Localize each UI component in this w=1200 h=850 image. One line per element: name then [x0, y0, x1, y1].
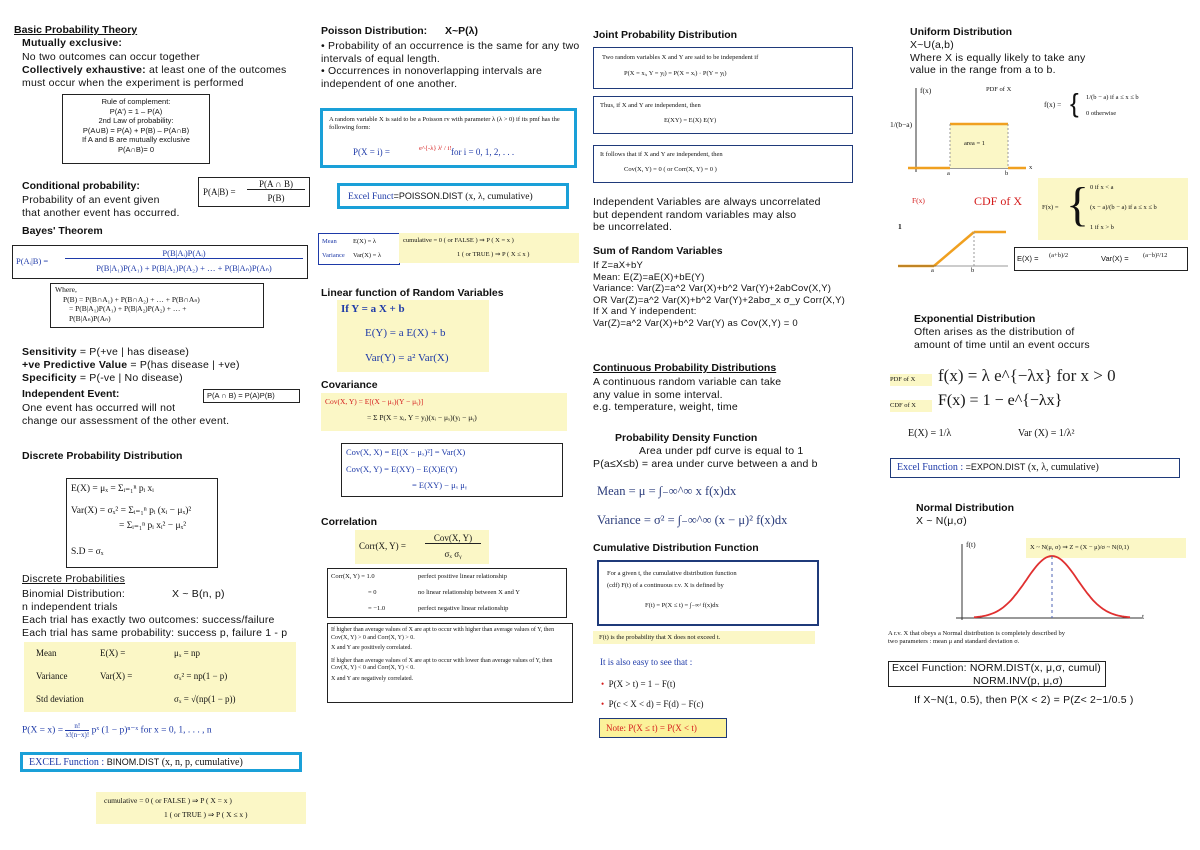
- conditional-text-2: that another event has occurred.: [22, 207, 180, 219]
- rule-line: P(A∪B) = P(A) + P(B) – P(A∩B): [82, 125, 190, 135]
- cdf-title: Cumulative Distribution Function: [593, 542, 759, 554]
- cdf-note-box: Note: P(X ≤ t) = P(X < t): [599, 718, 727, 738]
- uniform-x-label: x: [1029, 164, 1033, 171]
- covariance-box: Cov(X, X) = E[(X − μₓ)²] = Var(X) Cov(X, Y) = E(XY) − E(X)E(Y) = E(XY) − μₓ μᵧ: [341, 443, 563, 497]
- easy-title: It is also easy to see that :: [600, 657, 693, 667]
- poisson-title: Poisson Distribution:: [321, 25, 428, 37]
- uniform-F-label: F(x): [912, 196, 925, 205]
- discrete-title: Discrete Probability Distribution: [22, 450, 183, 462]
- binomial-label: Binomial Distribution:: [22, 588, 126, 600]
- exhaustive-text-2: must occur when the experiment is performed: [22, 77, 244, 89]
- exhaustive-line: [22, 64, 322, 77]
- uniform-pdf-graph: [890, 84, 1188, 184]
- ppv-line: +ve Predictive Value = P(has disease | +ve): [22, 359, 240, 371]
- rule-line: P(A∩B)= 0: [117, 144, 155, 154]
- specificity-line: Specificity = P(-ve | No disease): [22, 372, 183, 384]
- joint-independence-box: Two random variables X and Y are said to be independent if P(X = xᵢ, Y = yⱼ) = P(X = xᵢ) · P(Y = yⱼ): [593, 47, 853, 89]
- normal-t-label: t: [1142, 612, 1145, 621]
- binomial-notation: X ~ B(n, p): [172, 588, 225, 600]
- normal-graph: [946, 540, 1146, 626]
- linear-box: If Y = a X + b E(Y) = a E(X) + b Var(Y) = a² Var(X): [337, 300, 489, 372]
- uniform-pdf-svg: [898, 84, 1188, 184]
- mutually-exclusive-label: Mutually exclusive:: [22, 37, 123, 49]
- uniform-cdf-graph: [898, 222, 1028, 278]
- rule-line: If A and B are mutually exclusive: [82, 135, 190, 144]
- correlation-formula: Corr(X, Y) = Cov(X, Y) σₓ σᵧ: [355, 530, 489, 564]
- exp-pdf: f(x) = λ e^{−λx} for x > 0: [938, 366, 1116, 385]
- uniform-cdf-box: F(x) = { 0 if x < a (x − a)/(b − a) if a ≤ x ≤ b 1 if x > b: [1038, 178, 1188, 240]
- rule-line: 2nd Law of probability:: [98, 116, 174, 125]
- correlation-note: If higher than average values of X are apt to occur with higher than average values of Y, then Cov(X, Y) > 0 and Corr(X, Y) > 0. X and Y are positively correlated. If higher than average values of X are apt to occur with lower than average values of Y, then Cov(X, Y) < 0 and Corr(X, Y) < 0. X and Y are negatively correlated.: [327, 623, 573, 703]
- discrete-box: E(X) = μₓ = Σᵢ₌₁ⁿ pᵢ xᵢ Var(X) = σₓ² = Σᵢ₌₁ⁿ pᵢ (xᵢ − μₓ)² = Σᵢ₌₁ⁿ pᵢ xᵢ² − μₓ² S.D = σₓ: [66, 478, 218, 568]
- rules-box: [62, 94, 210, 164]
- discrete-probs-title: Discrete Probabilities: [22, 573, 126, 585]
- exp-lines: Often arises as the distribution of amount of time until an event occurs: [914, 326, 1090, 351]
- uniform-pdf-label: PDF of X: [986, 86, 1012, 93]
- normal-f-label: f(t): [966, 540, 976, 549]
- binomial-line: n independent trials: [22, 601, 118, 613]
- column-1: [0, 0, 310, 850]
- poisson-excel-box: Excel Funct=POISSON.DIST (x, λ, cumulative): [337, 183, 569, 209]
- exp-mean: E(X) = 1/λ: [908, 428, 952, 439]
- linear-title: Linear function of Random Variables: [321, 287, 504, 299]
- correlation-table: Corr(X, Y) = 1.0 perfect positive linear relationship = 0 no linear relationship between X and Y = −1.0 perfect negative linear relationship: [327, 568, 567, 618]
- variance-formula: Variance = σ² = ∫₋∞^∞ (x − μ)² f(x)dx: [597, 513, 788, 527]
- poisson-bullet: • Occurrences in nonoverlapping intervals are independent of one another.: [321, 65, 543, 90]
- cdf-box-line: For a given t, the cumulative distribution function: [607, 570, 737, 577]
- uniform-area-label: area = 1: [964, 140, 985, 147]
- uniform-axis-h: 1/(b−a): [890, 120, 913, 129]
- joint-title: Joint Probability Distribution: [593, 29, 738, 41]
- uniform-lines: X~U(a,b) Where X is equally likely to take any value in the range from a to b.: [910, 39, 1086, 76]
- conditional-text-1: Probability of an event given: [22, 194, 160, 206]
- rule-line: Rule of complement:: [101, 97, 171, 106]
- column-4: [888, 0, 1200, 850]
- sum-lines: If Z=aX+bY Mean: E(Z)=aE(X)+bE(Y) Variance: Var(Z)=a^2 Var(X)+b^2 Var(Y)+2abCov(X,Y) OR Var(Z)=a^2 Var(X)+b^2 Var(Y)+2abσ_x σ_y Corr(X,Y) If X and Y independent: Var(Z)=a^2 Var(X)+b^2 Var(Y) as Cov(X,Y) = 0: [593, 260, 845, 329]
- binomial-line: Each trial has same probability: success p, failure 1 - p: [22, 627, 288, 639]
- binomial-line: Each trial has exactly two outcomes: success/failure: [22, 614, 275, 626]
- normal-desc: A r.v. X that obeys a Normal distribution is completely described by two parameters : mean μ and standard deviation σ.: [888, 630, 1066, 645]
- uniform-title: Uniform Distribution: [910, 26, 1013, 38]
- column-3: [585, 0, 885, 850]
- uniform-case: 1/(b − a) if a ≤ x ≤ b: [1086, 94, 1139, 101]
- joint-covariance-box: It follows that if X and Y are independent, then Cov(X, Y) = 0 ( or Corr(X, Y) = 0 ): [593, 145, 853, 183]
- pdf-title: Probability Density Function: [615, 432, 758, 444]
- sensitivity-line: Sensitivity = P(+ve | has disease): [22, 346, 190, 358]
- binomial-table: Mean E(X) = μₓ = np Variance Var(X) = σₓ² = np(1 − p) Std deviation σₓ = √(np(1 − p)): [24, 642, 296, 712]
- binom-cumulative-box: cumulative = 0 ( or FALSE ) ⇒ P ( X = x ) 1 ( or TRUE ) ⇒ P ( X ≤ x ): [96, 792, 306, 824]
- uniform-case: 0 otherwise: [1086, 110, 1117, 117]
- uniform-a-label: a: [947, 170, 950, 177]
- exp-excel-box: Excel Function : =EXPON.DIST (x, λ, cumulative): [890, 458, 1180, 478]
- uniform-cdf-svg: [898, 222, 1028, 278]
- continuous-title: Continuous Probability Distributions: [593, 362, 777, 374]
- covariance-formula: Cov(X, Y) = E[(X − μₓ)(Y − μᵧ)] = Σ P(X = xᵢ, Y = yⱼ)(xᵢ − μₓ)(yⱼ − μᵧ): [321, 393, 567, 431]
- uniform-cdf-a: a: [931, 267, 934, 274]
- binom-excel-box: EXCEL Function : BINOM.DIST (x, n, p, cumulative): [20, 752, 302, 772]
- uniform-cdf-label: CDF of X: [974, 194, 1023, 208]
- uniform-one-label: 1: [898, 222, 902, 231]
- uniform-b-label: b: [1005, 170, 1009, 177]
- uniform-moments-box: E(X) = (a+b)/2 Var(X) = (a−b)²/12: [1014, 247, 1188, 271]
- exp-cdf: F(x) = 1 − e^{−λx}: [938, 392, 1063, 409]
- cdf-note: F(t) is the probability that X does not exceed t.: [593, 631, 815, 644]
- bayes-title: Bayes' Theorem: [22, 225, 103, 237]
- normal-svg: [946, 540, 1146, 626]
- uncorrelated-text: Independent Variables are always uncorrelated but dependent random variables may also be uncorrelated.: [593, 196, 821, 233]
- exhaustive-label: Collectively exhaustive:: [22, 64, 146, 76]
- easy-lines: • P(X > t) = 1 − F(t) • P(c < X < d) = F(d) − F(c): [601, 679, 704, 709]
- brace-icon: {: [1070, 88, 1079, 118]
- normal-example: If X~N(1, 0.5), then P(X < 2) = P(Z< 2−1/0.5 ): [914, 694, 1134, 706]
- joint-expectation-box: Thus, if X and Y are independent, then E(XY) = E(X) E(Y): [593, 96, 853, 134]
- column-2: [315, 0, 580, 850]
- independent-formula: P(A ∩ B) = P(A)P(B): [203, 389, 300, 403]
- mutually-exclusive-text: No two outcomes can occur together: [22, 51, 200, 63]
- binomial-pmf: P(X = x) = $\frac{n!}{x!(n-x)!}$ pˣ (1 − p)ⁿ⁻ˣ for x = 0, 1, . . . , n: [22, 722, 212, 739]
- poisson-cumulative-box: cumulative = 0 ( or FALSE ) ⇒ P ( X = x ) 1 ( or TRUE ) ⇒ P ( X ≤ x ): [399, 233, 579, 263]
- normal-excel-box: Excel Function: NORM.DIST(x, μ,σ, cumul) NORM.INV(p, μ,σ): [888, 661, 1106, 687]
- brace-icon: {: [1066, 178, 1090, 231]
- independent-text-2: change our assessment of the other event.: [22, 415, 230, 427]
- conditional-label: Conditional probability:: [22, 180, 140, 192]
- sum-title: Sum of Random Variables: [593, 245, 723, 257]
- exp-title: Exponential Distribution: [914, 313, 1036, 325]
- mean-formula: Mean = μ = ∫₋∞^∞ x f(x)dx: [597, 484, 737, 498]
- exp-pdf-label: PDF of X: [890, 374, 932, 386]
- independent-label: Independent Event:: [22, 388, 120, 400]
- bayes-formula: P(Aᵢ|B) = P(B|Aᵢ)P(Aᵢ) P(B|A₁)P(A₁) + P(B|A₂)P(A₂) + … + P(B|Aₙ)P(Aₙ): [12, 245, 308, 279]
- normal-standardize: X ~ N(μ, σ) ⇒ Z = (X − μ)/σ ~ N(0,1): [1026, 538, 1186, 558]
- uniform-cdf-b: b: [971, 267, 975, 274]
- uniform-axis-f: f(x): [920, 86, 932, 95]
- normal-notation: X ~ N(μ,σ): [916, 515, 967, 527]
- poisson-notation: X~P(λ): [445, 25, 478, 37]
- basic-probability-title: Basic Probability Theory: [14, 24, 138, 36]
- continuous-lines: A continuous random variable can take any value in some interval. e.g. temperature, weight, time: [593, 376, 782, 413]
- rule-line: P(A') = 1 – P(A): [109, 106, 163, 116]
- poisson-bullet: • Probability of an occurrence is the same for any two intervals of equal length.: [321, 40, 580, 65]
- poisson-mean-var: Mean E(X) = λ Variance Var(X) = λ: [318, 233, 400, 265]
- normal-title: Normal Distribution: [916, 502, 1015, 514]
- exhaustive-text-1: at least one of the outcomes: [148, 64, 287, 76]
- poisson-pmf-box: A random variable X is said to be a Poisson rv with parameter λ (λ > 0) if its pmf has the following form: P(X = i) = e^{-λ} λⁱ / i! for i = 0, 1, 2, . . .: [320, 108, 577, 168]
- independent-text-1: One event has occurred will not: [22, 402, 176, 414]
- bayes-where-box: Where, P(B) = P(B∩A₁) + P(B∩A₂) + … + P(B∩Aₙ) = P(B|A₁)P(A₁) + P(B|A₂)P(A₂) + … + P(B|Aₙ)P(Aₙ): [50, 283, 264, 328]
- correlation-title: Correlation: [321, 516, 378, 528]
- pdf-lines: Area under pdf curve is equal to 1 P(a≤X≤b) = area under curve between a and b: [593, 445, 818, 470]
- covariance-title: Covariance: [321, 379, 378, 391]
- uniform-fx-left: f(x) =: [1044, 100, 1062, 109]
- poisson-bullets: [321, 40, 583, 90]
- exp-variance: Var (X) = 1/λ²: [1018, 428, 1075, 439]
- conditional-formula: P(A|B) = P(A ∩ B) P(B): [198, 177, 310, 207]
- cdf-line-ramp: [934, 232, 974, 266]
- exp-cdf-label: CDF of X: [890, 400, 932, 412]
- cdf-box: For a given t, the cumulative distribution function (cdf) F(t) of a continuous r.v. X is defined by F(t) = P(X ≤ t) = ∫₋∞ᵗ f(x)dx: [597, 560, 819, 626]
